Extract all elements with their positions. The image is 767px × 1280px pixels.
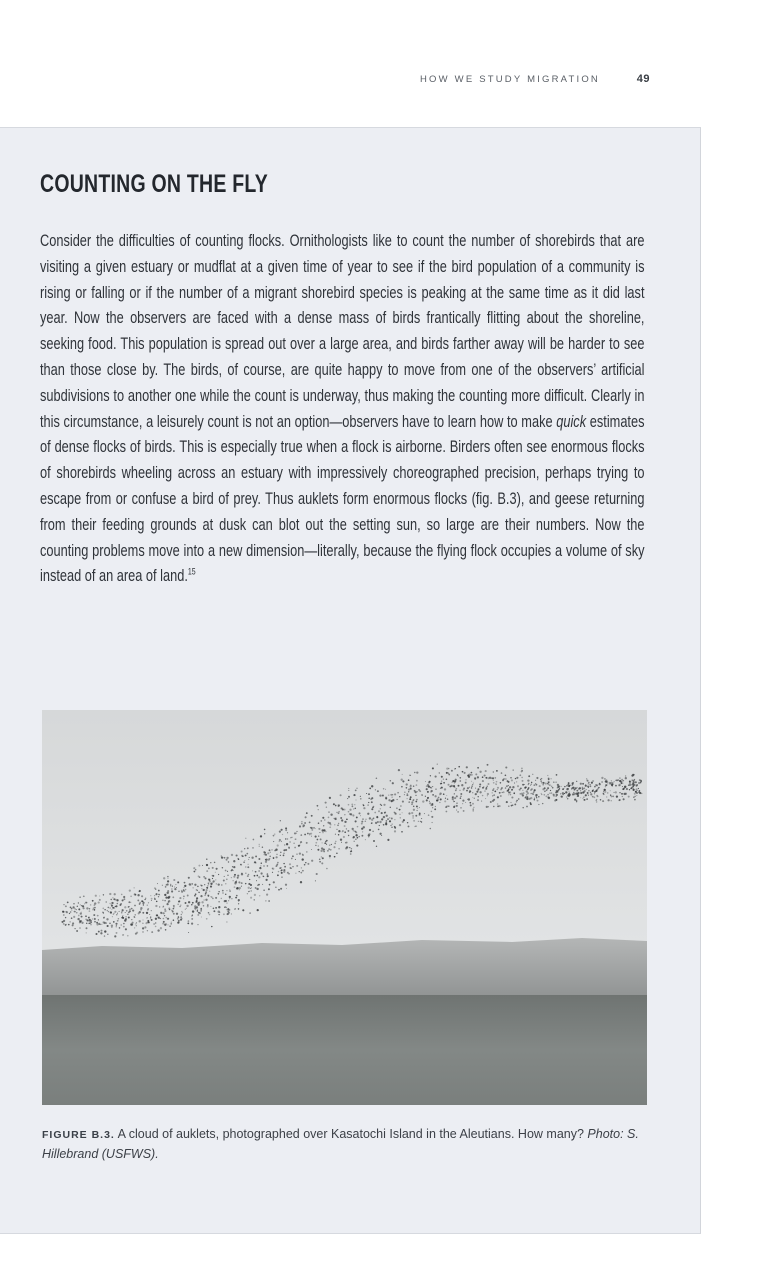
water: [42, 995, 647, 1105]
body-text-part-2: estimates of dense flocks of birds. This is especially true when a flock is airborne. Birders often see enormous flocks of shorebirds wheeling across an estuary with impressively choreographed precision, perhaps trying to escape from or confuse a bird of prey. Thus auklets form enormous flocks (fig. B.3), and geese returning from their feeding grounds at dusk can blot out the setting sun, so large are their numbers. Now the counting problems move into a new dimension—literally, because the flying flock occupies a volume of sky instead of an area of land.: [40, 412, 645, 586]
auklet-flock-photo: [42, 710, 647, 1105]
running-head: [420, 70, 650, 88]
endnote-reference: 15: [187, 566, 196, 577]
body-text-part-1: Consider the difficulties of counting flocks. Ornithologists like to count the number of shorebirds that are visiting a given estuary or mudflat at a given time of year to see if the bird population of a community is rising or falling or if the number of a migrant shorebird species is peaking at the same time as it did last year. Now the observers are faced with a dense mass of birds frantically flitting about the shoreline, seeking food. This population is spread out over a large area, and birds farther away will be harder to see than those close by. The birds, of course, are quite happy to move from one of the observers’ artificial subdivisions to another one while the count is underway, thus making the counting more difficult. Clearly in this circumstance, a leisurely count is not an option—observers have to learn how to make: [40, 232, 645, 431]
figure-label: FIGURE B.3.: [42, 1129, 115, 1141]
figure-caption: [42, 1125, 654, 1164]
body-text-italic: quick: [556, 412, 587, 431]
page-number: 49: [636, 73, 650, 85]
caption-question: How many?: [517, 1127, 584, 1141]
box-body-text: [40, 229, 645, 590]
running-head-title: HOW WE STUDY MIGRATION: [420, 73, 600, 85]
box-title: COUNTING ON THE FLY: [40, 170, 268, 198]
photo-credit: Photo: S. Hillebrand (USFWS).: [42, 1127, 639, 1161]
distant-land: [42, 938, 647, 1000]
caption-text: A cloud of auklets, photographed over Kasatochi Island in the Aleutians.: [117, 1127, 515, 1141]
